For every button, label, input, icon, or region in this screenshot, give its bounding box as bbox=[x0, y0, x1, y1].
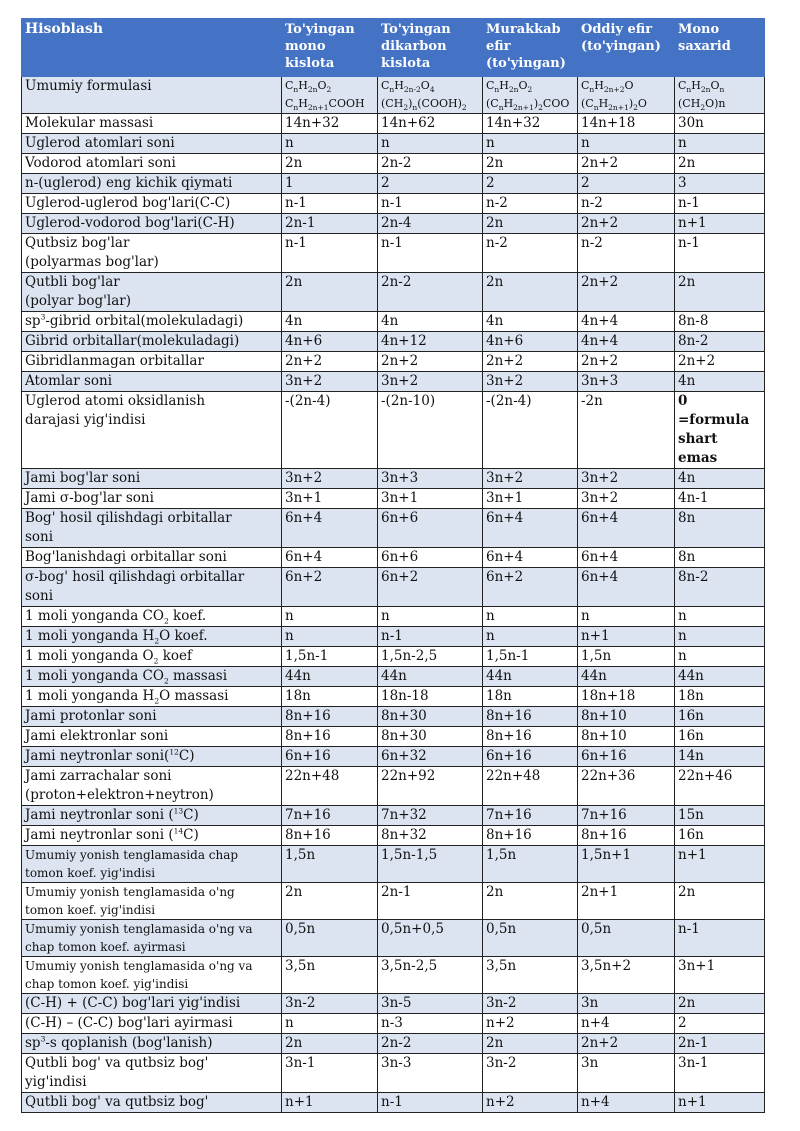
formula-cell: $C_nH_{2n+2}O$ $(C_nH_{2n+1})_2O$ bbox=[578, 77, 675, 114]
table-cell: 6n+4 bbox=[483, 509, 578, 548]
row-label: Gibridlanmagan orbitallar bbox=[22, 352, 282, 372]
table-row bbox=[22, 920, 765, 957]
table-cell: 3n+2 bbox=[282, 372, 378, 392]
table-cell: n-2 bbox=[578, 194, 675, 214]
table-header bbox=[22, 19, 765, 77]
table-cell: 2n+2 bbox=[378, 352, 483, 372]
table-cell: 6n+16 bbox=[483, 747, 578, 767]
table-cell: n+2 bbox=[483, 1093, 578, 1113]
table-cell: 2n bbox=[483, 214, 578, 234]
table-cell: 7n+16 bbox=[578, 806, 675, 826]
row-label: 1 moli yonganda $CO_2$ koef. bbox=[22, 607, 282, 627]
table-cell: 6n+32 bbox=[378, 747, 483, 767]
table-row bbox=[22, 154, 765, 174]
table-row bbox=[22, 846, 765, 883]
table-cell: 3n-5 bbox=[378, 994, 483, 1014]
table-row bbox=[22, 994, 765, 1014]
table-cell: 2n+2 bbox=[578, 154, 675, 174]
table-cell: 16n bbox=[675, 707, 765, 727]
table-cell: 6n+6 bbox=[378, 509, 483, 548]
table-cell: 18n bbox=[282, 687, 378, 707]
table-cell: n-2 bbox=[483, 234, 578, 273]
table-cell: n-1 bbox=[282, 234, 378, 273]
table-cell: 3n+2 bbox=[578, 489, 675, 509]
table-cell: n-2 bbox=[578, 234, 675, 273]
table-cell: 30n bbox=[675, 114, 765, 134]
table-cell: n bbox=[282, 134, 378, 154]
table-cell: n+1 bbox=[675, 1093, 765, 1113]
table-cell: 3n+3 bbox=[378, 469, 483, 489]
table-cell: -(2n-4) bbox=[282, 392, 378, 469]
table-cell: n-1 bbox=[282, 194, 378, 214]
table-cell: 8n-2 bbox=[675, 568, 765, 607]
table-cell: 2n bbox=[675, 883, 765, 920]
table-cell: n+1 bbox=[578, 627, 675, 647]
table-cell: 0,5n+0,5 bbox=[378, 920, 483, 957]
table-cell: 8n+16 bbox=[483, 826, 578, 846]
table-cell: 1,5n-1 bbox=[282, 647, 378, 667]
table-cell: 4n bbox=[282, 312, 378, 332]
table-cell: 8n bbox=[675, 509, 765, 548]
table-cell: 18n bbox=[483, 687, 578, 707]
row-label: 1 moli yonganda $CO_2$ massasi bbox=[22, 667, 282, 687]
table-cell: n bbox=[378, 607, 483, 627]
table-cell: n-2 bbox=[483, 194, 578, 214]
table-cell: 1,5n bbox=[282, 846, 378, 883]
row-label: Jami elektronlar soni bbox=[22, 727, 282, 747]
table-cell: 8n+16 bbox=[282, 826, 378, 846]
table-cell: 6n+2 bbox=[282, 568, 378, 607]
table-cell: 8n-2 bbox=[675, 332, 765, 352]
table-cell: 6n+4 bbox=[483, 548, 578, 568]
table-cell: 4n+4 bbox=[578, 332, 675, 352]
table-cell: 3n-2 bbox=[282, 994, 378, 1014]
row-label: σ-bog' hosil qilishdagi orbitallar soni bbox=[22, 568, 282, 607]
table-cell: 8n+10 bbox=[578, 707, 675, 727]
table-cell: n bbox=[675, 647, 765, 667]
row-label: Uglerod atomlari soni bbox=[22, 134, 282, 154]
table-cell: 22n+48 bbox=[483, 767, 578, 806]
header-dikarbon-kislota: To'yingan dikarbon kislota bbox=[378, 19, 483, 77]
comparison-table bbox=[21, 18, 765, 1113]
row-label: Umumiy yonish tenglamasida chap tomon koef. yig'indisi bbox=[22, 846, 282, 883]
table-cell: 14n+62 bbox=[378, 114, 483, 134]
formula-cell: $C_nH_{2n-2}O_4$ $(CH_2)_n(COOH)_2$ bbox=[378, 77, 483, 114]
table-cell: n bbox=[675, 627, 765, 647]
table-row bbox=[22, 707, 765, 727]
table-cell: n bbox=[483, 627, 578, 647]
table-cell: n+1 bbox=[675, 214, 765, 234]
header-row bbox=[22, 19, 765, 77]
row-label: 1 moli yonganda $O_2$ koef bbox=[22, 647, 282, 667]
table-cell: n+4 bbox=[578, 1093, 675, 1113]
row-label: Qutbli bog' va qutbsiz bog' yig'indisi bbox=[22, 1054, 282, 1093]
table-cell: 2n bbox=[675, 273, 765, 312]
table-row bbox=[22, 392, 765, 469]
row-label: 1 moli yonganda $H_2O$ koef. bbox=[22, 627, 282, 647]
table-cell: 6n+4 bbox=[282, 509, 378, 548]
table-cell: 2n+1 bbox=[578, 883, 675, 920]
row-label: Qutbli bog'lar (polyar bog'lar) bbox=[22, 273, 282, 312]
table-cell: 6n+2 bbox=[483, 568, 578, 607]
table-body bbox=[22, 77, 765, 1113]
table-cell: 4n bbox=[675, 469, 765, 489]
table-cell: 3n+1 bbox=[483, 489, 578, 509]
table-row bbox=[22, 826, 765, 846]
table-cell: 3n+2 bbox=[282, 469, 378, 489]
table-cell: 44n bbox=[378, 667, 483, 687]
table-cell: 1,5n-2,5 bbox=[378, 647, 483, 667]
table-cell: 3n-2 bbox=[483, 994, 578, 1014]
table-cell: 2n bbox=[483, 154, 578, 174]
table-cell: 3n+1 bbox=[378, 489, 483, 509]
table-cell: n bbox=[675, 134, 765, 154]
table-cell: n bbox=[483, 607, 578, 627]
table-cell: 44n bbox=[483, 667, 578, 687]
table-cell: 6n+4 bbox=[578, 548, 675, 568]
table-cell: n bbox=[282, 627, 378, 647]
table-cell: 6n+16 bbox=[282, 747, 378, 767]
table-cell: 3n-1 bbox=[282, 1054, 378, 1093]
table-cell: 3n-2 bbox=[483, 1054, 578, 1093]
table-cell: 4n bbox=[675, 372, 765, 392]
row-label: Qutbsiz bog'lar (polyarmas bog'lar) bbox=[22, 234, 282, 273]
row-label: Jami bog'lar soni bbox=[22, 469, 282, 489]
table-cell: 3n+2 bbox=[378, 372, 483, 392]
row-label: Bog'lanishdagi orbitallar soni bbox=[22, 548, 282, 568]
table-cell: 3n+2 bbox=[483, 469, 578, 489]
table-row bbox=[22, 174, 765, 194]
table-cell: n+1 bbox=[282, 1093, 378, 1113]
row-label: Umumiy yonish tenglamasida o'ng va chap tomon koef. yig'indisi bbox=[22, 957, 282, 994]
row-label: Jami neytronlar soni($^{12}$C) bbox=[22, 747, 282, 767]
table-row bbox=[22, 627, 765, 647]
table-cell: 2n-2 bbox=[378, 1034, 483, 1054]
header-mono-kislota: To'yingan mono kislota bbox=[282, 19, 378, 77]
table-cell: 3n+1 bbox=[282, 489, 378, 509]
table-cell: 2 bbox=[675, 1014, 765, 1034]
table-cell: 3n+2 bbox=[483, 372, 578, 392]
row-label: Jami neytronlar soni ($^{14}$C) bbox=[22, 826, 282, 846]
row-label: Qutbli bog' va qutbsiz bog' bbox=[22, 1093, 282, 1113]
table-cell: 3,5n bbox=[483, 957, 578, 994]
table-row bbox=[22, 469, 765, 489]
table-cell: n-1 bbox=[675, 920, 765, 957]
table-cell: 2n-2 bbox=[378, 154, 483, 174]
table-cell: 8n+10 bbox=[578, 727, 675, 747]
table-row bbox=[22, 352, 765, 372]
header-murakkab-efir: Murakkab efir (to'yingan) bbox=[483, 19, 578, 77]
table-cell: 0,5n bbox=[483, 920, 578, 957]
table-cell: 3n-3 bbox=[378, 1054, 483, 1093]
table-cell: n+1 bbox=[675, 846, 765, 883]
row-label: Molekular massasi bbox=[22, 114, 282, 134]
formula-cell: $C_nH_{2n}O_2$ $C_nH_{2n+1}COOH$ bbox=[282, 77, 378, 114]
table-cell: 2n bbox=[483, 883, 578, 920]
table-cell: 8n+16 bbox=[483, 707, 578, 727]
table-row bbox=[22, 194, 765, 214]
table-cell: 2n+2 bbox=[675, 352, 765, 372]
table-cell: n bbox=[675, 607, 765, 627]
row-label: Vodorod atomlari soni bbox=[22, 154, 282, 174]
table-row bbox=[22, 134, 765, 154]
table-cell: n bbox=[483, 134, 578, 154]
table-cell: n-3 bbox=[378, 1014, 483, 1034]
table-cell: 8n+16 bbox=[282, 727, 378, 747]
table-cell: 0,5n bbox=[282, 920, 378, 957]
table-cell: 14n+18 bbox=[578, 114, 675, 134]
table-cell: n-1 bbox=[378, 194, 483, 214]
table-cell: 6n+2 bbox=[378, 568, 483, 607]
table-cell: 2n+2 bbox=[578, 352, 675, 372]
row-label: Uglerod atomi oksidlanish darajasi yig'indisi bbox=[22, 392, 282, 469]
table-row bbox=[22, 957, 765, 994]
row-label: 1 moli yonganda $H_2O$ massasi bbox=[22, 687, 282, 707]
table-cell: n-1 bbox=[675, 194, 765, 214]
table-cell: 8n+30 bbox=[378, 707, 483, 727]
table-cell: 2 bbox=[483, 174, 578, 194]
row-label: Uglerod-vodorod bog'lari(C-H) bbox=[22, 214, 282, 234]
table-cell: n-1 bbox=[675, 234, 765, 273]
table-row bbox=[22, 806, 765, 826]
table-cell: n-1 bbox=[378, 1093, 483, 1113]
table-cell: 8n+16 bbox=[578, 826, 675, 846]
table-cell: 2n+2 bbox=[282, 352, 378, 372]
table-cell: 2n+2 bbox=[578, 273, 675, 312]
table-cell: 2n-2 bbox=[378, 273, 483, 312]
table-row bbox=[22, 647, 765, 667]
table-cell: 18n+18 bbox=[578, 687, 675, 707]
table-cell: 2n-1 bbox=[675, 1034, 765, 1054]
table-cell: 4n bbox=[483, 312, 578, 332]
row-label: Jami protonlar soni bbox=[22, 707, 282, 727]
table-cell: n bbox=[578, 607, 675, 627]
table-cell: 16n bbox=[675, 727, 765, 747]
table-cell: -2n bbox=[578, 392, 675, 469]
table-row bbox=[22, 273, 765, 312]
table-row bbox=[22, 767, 765, 806]
table-cell: 2n bbox=[675, 154, 765, 174]
table-cell: n bbox=[378, 134, 483, 154]
table-cell: n+4 bbox=[578, 1014, 675, 1034]
table-cell: 3n+3 bbox=[578, 372, 675, 392]
table-cell: 2n bbox=[483, 1034, 578, 1054]
table-cell: 4n+12 bbox=[378, 332, 483, 352]
table-row bbox=[22, 1014, 765, 1034]
table-row bbox=[22, 667, 765, 687]
table-cell: 3n+1 bbox=[675, 957, 765, 994]
table-row bbox=[22, 312, 765, 332]
table-cell: 2n bbox=[483, 273, 578, 312]
table-cell: 6n+4 bbox=[578, 509, 675, 548]
row-label: Umumiy formulasi bbox=[22, 77, 282, 114]
table-row bbox=[22, 568, 765, 607]
table-row bbox=[22, 747, 765, 767]
table-cell: 2n bbox=[282, 273, 378, 312]
table-cell: 22n+48 bbox=[282, 767, 378, 806]
table-cell: 44n bbox=[282, 667, 378, 687]
table-cell: 7n+16 bbox=[483, 806, 578, 826]
formula-cell: $C_nH_{2n}O_n$ $(CH_2O)n$ bbox=[675, 77, 765, 114]
table-cell: 6n+4 bbox=[282, 548, 378, 568]
table-cell: 8n-8 bbox=[675, 312, 765, 332]
table-row bbox=[22, 1054, 765, 1093]
row-label: Bog' hosil qilishdagi orbitallar soni bbox=[22, 509, 282, 548]
table-cell: 22n+92 bbox=[378, 767, 483, 806]
row-label: n-(uglerod) eng kichik qiymati bbox=[22, 174, 282, 194]
table-cell: 0 =formula shart emas bbox=[675, 392, 765, 469]
table-cell: 4n+6 bbox=[282, 332, 378, 352]
header-hisoblash: Hisoblash bbox=[22, 19, 282, 77]
row-label: $sp^3$-gibrid orbital(molekuladagi) bbox=[22, 312, 282, 332]
table-cell: 44n bbox=[578, 667, 675, 687]
table-cell: 8n+16 bbox=[282, 707, 378, 727]
row-label: Atomlar soni bbox=[22, 372, 282, 392]
table-cell: 16n bbox=[675, 826, 765, 846]
table-cell: 14n bbox=[675, 747, 765, 767]
table-row bbox=[22, 727, 765, 747]
table-cell: n-1 bbox=[378, 234, 483, 273]
table-row bbox=[22, 234, 765, 273]
table-cell: 7n+32 bbox=[378, 806, 483, 826]
table-cell: 6n+4 bbox=[578, 568, 675, 607]
table-cell: -(2n-10) bbox=[378, 392, 483, 469]
table-cell: 1,5n+1 bbox=[578, 846, 675, 883]
table-cell: 22n+36 bbox=[578, 767, 675, 806]
table-cell: 2n bbox=[282, 1034, 378, 1054]
table-row bbox=[22, 489, 765, 509]
table-row bbox=[22, 1034, 765, 1054]
table-row bbox=[22, 548, 765, 568]
table-cell: 4n bbox=[378, 312, 483, 332]
table-cell: 3n bbox=[578, 1054, 675, 1093]
table-cell: n bbox=[282, 607, 378, 627]
table-row bbox=[22, 372, 765, 392]
row-label: Jami neytronlar soni ($^{13}$C) bbox=[22, 806, 282, 826]
table-cell: n bbox=[578, 134, 675, 154]
table-row bbox=[22, 77, 765, 114]
row-label: Umumiy yonish tenglamasida o'ng va chap tomon koef. ayirmasi bbox=[22, 920, 282, 957]
table-row bbox=[22, 1093, 765, 1113]
row-label: Jami σ-bog'lar soni bbox=[22, 489, 282, 509]
table-cell: n-1 bbox=[378, 627, 483, 647]
table-cell: 3n-1 bbox=[675, 1054, 765, 1093]
table-cell: n+2 bbox=[483, 1014, 578, 1034]
row-label: (C-H) – (C-C) bog'lari ayirmasi bbox=[22, 1014, 282, 1034]
table-cell: 6n+6 bbox=[378, 548, 483, 568]
table-cell: 7n+16 bbox=[282, 806, 378, 826]
table-cell: 1,5n bbox=[578, 647, 675, 667]
table-cell: 1,5n-1 bbox=[483, 647, 578, 667]
table-cell: 2n+2 bbox=[483, 352, 578, 372]
table-cell: 2 bbox=[578, 174, 675, 194]
table-cell: 2 bbox=[378, 174, 483, 194]
table-cell: 2n+2 bbox=[578, 214, 675, 234]
table-row bbox=[22, 214, 765, 234]
table-cell: 4n-1 bbox=[675, 489, 765, 509]
table-cell: 1,5n bbox=[483, 846, 578, 883]
table-cell: 3,5n+2 bbox=[578, 957, 675, 994]
table-cell: 2n-1 bbox=[282, 214, 378, 234]
row-label: $sp^3-s$ qoplanish (bog'lanish) bbox=[22, 1034, 282, 1054]
table-row bbox=[22, 883, 765, 920]
header-mono-saxarid: Mono saxarid bbox=[675, 19, 765, 77]
table-cell: 3n+2 bbox=[578, 469, 675, 489]
table-cell: 2n-4 bbox=[378, 214, 483, 234]
table-cell: 44n bbox=[675, 667, 765, 687]
table-row bbox=[22, 687, 765, 707]
table-cell: 8n bbox=[675, 548, 765, 568]
table-cell: 6n+16 bbox=[578, 747, 675, 767]
table-cell: 14n+32 bbox=[483, 114, 578, 134]
table-row bbox=[22, 607, 765, 627]
table-cell: 18n-18 bbox=[378, 687, 483, 707]
table-row bbox=[22, 509, 765, 548]
header-oddiy-efir: Oddiy efir (to'yingan) bbox=[578, 19, 675, 77]
table-cell: 2n+2 bbox=[578, 1034, 675, 1054]
table-cell: 2n bbox=[282, 154, 378, 174]
table-cell: 1,5n-1,5 bbox=[378, 846, 483, 883]
table-row bbox=[22, 332, 765, 352]
table-cell: 2n bbox=[675, 994, 765, 1014]
document-page bbox=[21, 18, 764, 1113]
table-cell: 8n+32 bbox=[378, 826, 483, 846]
formula-cell: $C_nH_{2n}O_2$ $(C_nH_{2n+1})_2COO$ bbox=[483, 77, 578, 114]
table-cell: 0,5n bbox=[578, 920, 675, 957]
row-label: Jami zarrachalar soni (proton+elektron+neytron) bbox=[22, 767, 282, 806]
table-cell: 4n+4 bbox=[578, 312, 675, 332]
table-cell: 3n bbox=[578, 994, 675, 1014]
table-cell: 2n-1 bbox=[378, 883, 483, 920]
row-label: Umumiy yonish tenglamasida o'ng tomon koef. yig'indisi bbox=[22, 883, 282, 920]
table-cell: 15n bbox=[675, 806, 765, 826]
row-label: Uglerod-uglerod bog'lari(C-C) bbox=[22, 194, 282, 214]
table-cell: 1 bbox=[282, 174, 378, 194]
table-cell: 3,5n bbox=[282, 957, 378, 994]
table-cell: -(2n-4) bbox=[483, 392, 578, 469]
table-cell: 3 bbox=[675, 174, 765, 194]
table-cell: 8n+30 bbox=[378, 727, 483, 747]
row-label: Gibrid orbitallar(molekuladagi) bbox=[22, 332, 282, 352]
table-cell: 18n bbox=[675, 687, 765, 707]
table-cell: 2n bbox=[282, 883, 378, 920]
row-label: (C-H) + (C-C) bog'lari yig'indisi bbox=[22, 994, 282, 1014]
table-cell: 8n+16 bbox=[483, 727, 578, 747]
table-cell: 4n+6 bbox=[483, 332, 578, 352]
table-cell: 3,5n-2,5 bbox=[378, 957, 483, 994]
table-cell: n bbox=[282, 1014, 378, 1034]
table-cell: 14n+32 bbox=[282, 114, 378, 134]
table-row bbox=[22, 114, 765, 134]
table-cell: 22n+46 bbox=[675, 767, 765, 806]
